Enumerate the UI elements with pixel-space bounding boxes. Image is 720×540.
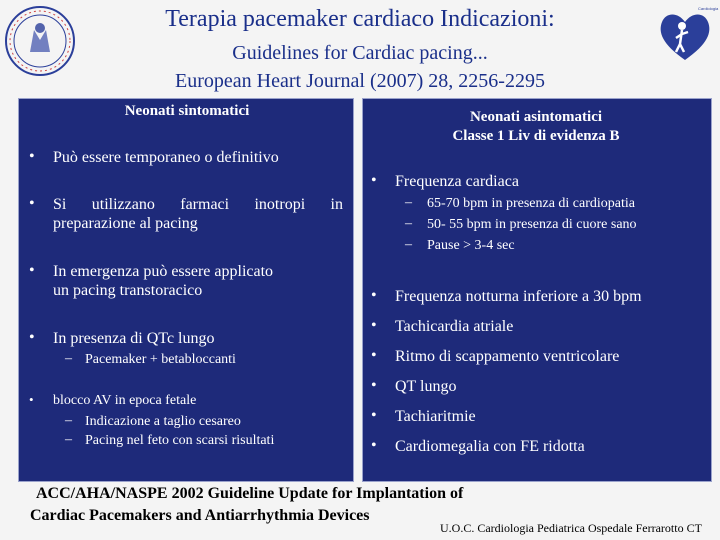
right-list-item: Frequenza notturna inferiore a 30 bpm	[395, 288, 642, 305]
right-panel-title-1: Neonati asintomatici	[469, 109, 603, 125]
bullet-dot: •	[29, 148, 35, 165]
sub-dash: –	[405, 237, 412, 252]
sub-dash: –	[65, 432, 72, 447]
right-list-item: QT lungo	[395, 378, 457, 395]
right-sub-3: Pause > 3-4 sec	[427, 238, 515, 253]
left-bullet-2-line1: Si utilizzano farmaci inotropi in	[53, 196, 343, 213]
left-bullet-5: blocco AV in epoca fetale	[53, 393, 197, 408]
bullet-dot: •	[29, 195, 35, 212]
bullet-dot: •	[371, 377, 377, 394]
left-bullet-4: In presenza di QTc lungo	[53, 330, 215, 347]
left-bullet-4-sub: Pacemaker + betabloccanti	[85, 352, 236, 367]
right-list-item: Tachicardia atriale	[395, 318, 514, 335]
left-bullet-3-line2: un pacing transtoracico	[53, 282, 203, 299]
right-list-item: Cardiomegalia con FE ridotta	[395, 438, 585, 455]
left-bullet-1: Può essere temporaneo o definitivo	[53, 149, 279, 166]
bullet-dot: •	[29, 392, 34, 407]
institution-credit: U.O.C. Cardiologia Pediatrica Ospedale Ferrarotto CT	[440, 521, 702, 535]
bullet-dot: •	[371, 407, 377, 424]
bullet-dot: •	[371, 437, 377, 454]
left-panel	[18, 98, 354, 482]
bullet-dot: •	[29, 329, 35, 346]
left-bullet-3-line1: In emergenza può essere applicato	[53, 263, 274, 280]
bullet-dot: •	[371, 347, 377, 364]
sub-dash: –	[405, 195, 412, 210]
left-bullet-2-line2: preparazione al pacing	[53, 215, 198, 232]
bullet-dot: •	[29, 262, 35, 279]
left-panel-title: Neonati sintomatici	[124, 103, 250, 119]
guideline-reference-line1: ACC/AHA/NASPE 2002 Guideline Update for Implantation of	[36, 485, 464, 502]
right-sub-1: 65-70 bpm in presenza di cardiopatia	[427, 196, 635, 211]
sub-dash: –	[65, 351, 72, 366]
sub-dash: –	[65, 413, 72, 428]
bullet-dot: •	[371, 317, 377, 334]
right-panel-title-2: Classe 1 Liv di evidenza B	[452, 128, 620, 144]
left-bullet-5-sub1: Indicazione a taglio cesareo	[85, 414, 241, 429]
svg-text:Cardiologia: Cardiologia	[698, 6, 719, 11]
slide-subtitle-1: Guidelines for Cardiac pacing...	[232, 42, 488, 64]
slide-subtitle-2: European Heart Journal (2007) 28, 2256-2295	[175, 70, 545, 92]
guideline-reference-line2: Cardiac Pacemakers and Antiarrhythmia Devices	[30, 507, 370, 524]
bullet-dot: •	[371, 287, 377, 304]
left-bullet-5-sub2: Pacing nel feto con scarsi risultati	[85, 433, 275, 448]
right-panel	[362, 98, 712, 482]
right-sub-2: 50- 55 bpm in presenza di cuore sano	[427, 217, 637, 232]
sub-dash: –	[405, 216, 412, 231]
right-list-item: Ritmo di scappamento ventricolare	[395, 348, 620, 365]
slide-title: Terapia pacemaker cardiaco Indicazioni:	[165, 6, 555, 32]
right-list-item: Tachiaritmie	[395, 408, 476, 425]
bullet-dot: •	[371, 172, 377, 189]
right-bullet-1: Frequenza cardiaca	[395, 173, 519, 190]
